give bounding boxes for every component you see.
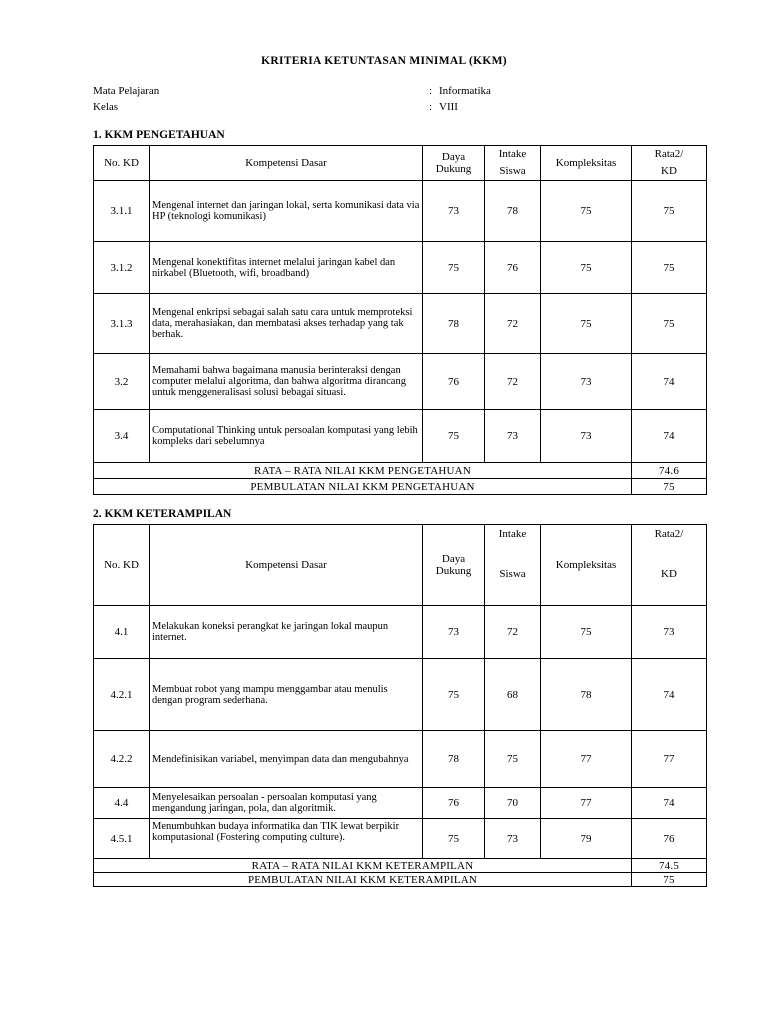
- cell-rata-kd: 75: [632, 242, 707, 294]
- cell-rata-kd: 74: [632, 788, 707, 819]
- cell-daya-dukung: 75: [423, 819, 485, 859]
- cell-intake-siswa: 75: [485, 731, 541, 788]
- cell-kompetensi: Membuat robot yang mampu menggambar atau menulis dengan program sederhana.: [150, 659, 423, 731]
- cell-intake-siswa: 72: [485, 354, 541, 410]
- cell-intake-siswa: 78: [485, 181, 541, 242]
- cell-rata-kd: 74: [632, 354, 707, 410]
- cell-kompleksitas: 77: [541, 731, 632, 788]
- cell-daya-dukung: 73: [423, 181, 485, 242]
- table-pengetahuan: [93, 145, 707, 495]
- section-title-keterampilan: 2. KKM KETERAMPILAN: [93, 508, 232, 520]
- cell-rata-kd: 76: [632, 819, 707, 859]
- cell-kompleksitas: 78: [541, 659, 632, 731]
- header-rata-line1: Rata2/: [654, 148, 684, 160]
- cell-daya-dukung: 75: [423, 410, 485, 463]
- table-row: [94, 659, 707, 731]
- table-row: [94, 819, 707, 859]
- header-intake-line1: Intake: [498, 528, 527, 540]
- header-daya-dukung: [423, 525, 485, 606]
- cell-kompleksitas: 73: [541, 354, 632, 410]
- header-rata-line2: KD: [661, 165, 677, 177]
- header-rata-line2: KD: [661, 568, 677, 580]
- cell-kompleksitas: 75: [541, 294, 632, 354]
- rounding-label: PEMBULATAN NILAI KKM PENGETAHUAN: [94, 479, 632, 495]
- average-label: RATA – RATA NILAI KKM KETERAMPILAN: [94, 859, 632, 873]
- cell-intake-siswa: 70: [485, 788, 541, 819]
- cell-intake-siswa: 76: [485, 242, 541, 294]
- cell-kompetensi: Computational Thinking untuk persoalan komputasi yang lebih kompleks dari sebelumnya: [150, 410, 423, 463]
- header-no-kd: No. KD: [94, 146, 150, 181]
- average-label: RATA – RATA NILAI KKM PENGETAHUAN: [94, 463, 632, 479]
- cell-intake-siswa: 68: [485, 659, 541, 731]
- table-row: [94, 181, 707, 242]
- cell-kompleksitas: 75: [541, 242, 632, 294]
- cell-kompetensi: Menyelesaikan persoalan - persoalan komputasi yang mengandung jaringan, pola, dan algoritmik.: [150, 788, 423, 819]
- table-row: [94, 294, 707, 354]
- cell-daya-dukung: 78: [423, 731, 485, 788]
- cell-no-kd: 3.2: [94, 354, 150, 410]
- cell-kompetensi: Mengenal konektifitas internet melalui jaringan kabel dan nirkabel (Bluetooth, wifi, broadband): [150, 242, 423, 294]
- meta-colon: :: [429, 101, 433, 113]
- cell-kompleksitas: 77: [541, 788, 632, 819]
- cell-kompetensi: Memahami bahwa bagaimana manusia berinteraksi dengan computer melalui algoritma, dan bahwa algoritma dirancang untuk menggeneralisasi solusi bebagai situasi.: [150, 354, 423, 410]
- header-daya-line1: Daya: [441, 553, 466, 565]
- cell-daya-dukung: 76: [423, 354, 485, 410]
- cell-kompleksitas: 75: [541, 181, 632, 242]
- header-daya-line2: Dukung: [435, 163, 472, 175]
- rounding-value: 75: [632, 479, 707, 495]
- cell-kompetensi: Mendefinisikan variabel, menyimpan data dan mengubahnya: [150, 731, 423, 788]
- cell-daya-dukung: 78: [423, 294, 485, 354]
- document-title: KRITERIA KETUNTASAN MINIMAL (KKM): [261, 55, 507, 67]
- cell-rata-kd: 75: [632, 181, 707, 242]
- cell-kompetensi: Menumbuhkan budaya informatika dan TIK lewat berpikir komputasional (Fostering computing culture).: [150, 819, 423, 859]
- meta-value: VIII: [439, 101, 458, 113]
- header-intake-siswa: [485, 146, 541, 181]
- average-row: [94, 463, 707, 479]
- cell-daya-dukung: 75: [423, 659, 485, 731]
- table-row: [94, 731, 707, 788]
- cell-kompetensi: Mengenal internet dan jaringan lokal, serta komunikasi data via HP (teknologi komunikasi): [150, 181, 423, 242]
- cell-daya-dukung: 73: [423, 606, 485, 659]
- cell-rata-kd: 74: [632, 659, 707, 731]
- cell-no-kd: 4.2.1: [94, 659, 150, 731]
- cell-no-kd: 4.5.1: [94, 819, 150, 859]
- cell-rata-kd: 77: [632, 731, 707, 788]
- rounding-row: [94, 479, 707, 495]
- cell-no-kd: 4.4: [94, 788, 150, 819]
- header-intake-line2: Siswa: [499, 568, 526, 580]
- table-row: [94, 410, 707, 463]
- header-kompetensi: Kompetensi Dasar: [150, 146, 423, 181]
- meta-label: Mata Pelajaran: [93, 85, 160, 97]
- meta-value: Informatika: [439, 85, 491, 97]
- rounding-row: [94, 873, 707, 887]
- header-rata-kd: [632, 525, 707, 606]
- cell-rata-kd: 74: [632, 410, 707, 463]
- cell-kompleksitas: 75: [541, 606, 632, 659]
- average-value: 74.6: [632, 463, 707, 479]
- header-daya-dukung: [423, 146, 485, 181]
- cell-no-kd: 3.1.3: [94, 294, 150, 354]
- cell-kompleksitas: 73: [541, 410, 632, 463]
- header-intake-siswa: [485, 525, 541, 606]
- cell-no-kd: 3.4: [94, 410, 150, 463]
- header-intake-line2: Siswa: [499, 165, 526, 177]
- table-row: [94, 242, 707, 294]
- table-header-row: [94, 525, 707, 606]
- header-daya-line2: Dukung: [435, 565, 472, 577]
- meta-colon: :: [429, 85, 433, 97]
- cell-kompetensi: Mengenal enkripsi sebagai salah satu cara untuk memproteksi data, merahasiakan, dan membatasi akses terhadap yang tak berhak.: [150, 294, 423, 354]
- table-row: [94, 354, 707, 410]
- table-header-row: [94, 146, 707, 181]
- table-row: [94, 606, 707, 659]
- average-row: [94, 859, 707, 873]
- cell-intake-siswa: 73: [485, 819, 541, 859]
- meta-label: Kelas: [93, 101, 119, 113]
- cell-no-kd: 4.1: [94, 606, 150, 659]
- header-no-kd: No. KD: [94, 525, 150, 606]
- header-intake-line1: Intake: [498, 148, 527, 160]
- cell-rata-kd: 73: [632, 606, 707, 659]
- header-kompleksitas: Kompleksitas: [541, 146, 632, 181]
- cell-kompetensi: Melakukan koneksi perangkat ke jaringan lokal maupun internet.: [150, 606, 423, 659]
- cell-daya-dukung: 76: [423, 788, 485, 819]
- rounding-value: 75: [632, 873, 707, 887]
- cell-intake-siswa: 72: [485, 294, 541, 354]
- cell-kompleksitas: 79: [541, 819, 632, 859]
- rounding-label: PEMBULATAN NILAI KKM KETERAMPILAN: [94, 873, 632, 887]
- table-keterampilan: [93, 524, 707, 887]
- cell-rata-kd: 75: [632, 294, 707, 354]
- cell-no-kd: 3.1.2: [94, 242, 150, 294]
- section-title-pengetahuan: 1. KKM PENGETAHUAN: [93, 129, 225, 141]
- cell-daya-dukung: 75: [423, 242, 485, 294]
- cell-no-kd: 4.2.2: [94, 731, 150, 788]
- header-kompetensi: Kompetensi Dasar: [150, 525, 423, 606]
- header-rata-kd: [632, 146, 707, 181]
- header-daya-line1: Daya: [441, 151, 466, 163]
- cell-intake-siswa: 73: [485, 410, 541, 463]
- cell-intake-siswa: 72: [485, 606, 541, 659]
- header-rata-line1: Rata2/: [654, 528, 684, 540]
- header-kompleksitas: Kompleksitas: [541, 525, 632, 606]
- average-value: 74.5: [632, 859, 707, 873]
- cell-no-kd: 3.1.1: [94, 181, 150, 242]
- table-row: [94, 788, 707, 819]
